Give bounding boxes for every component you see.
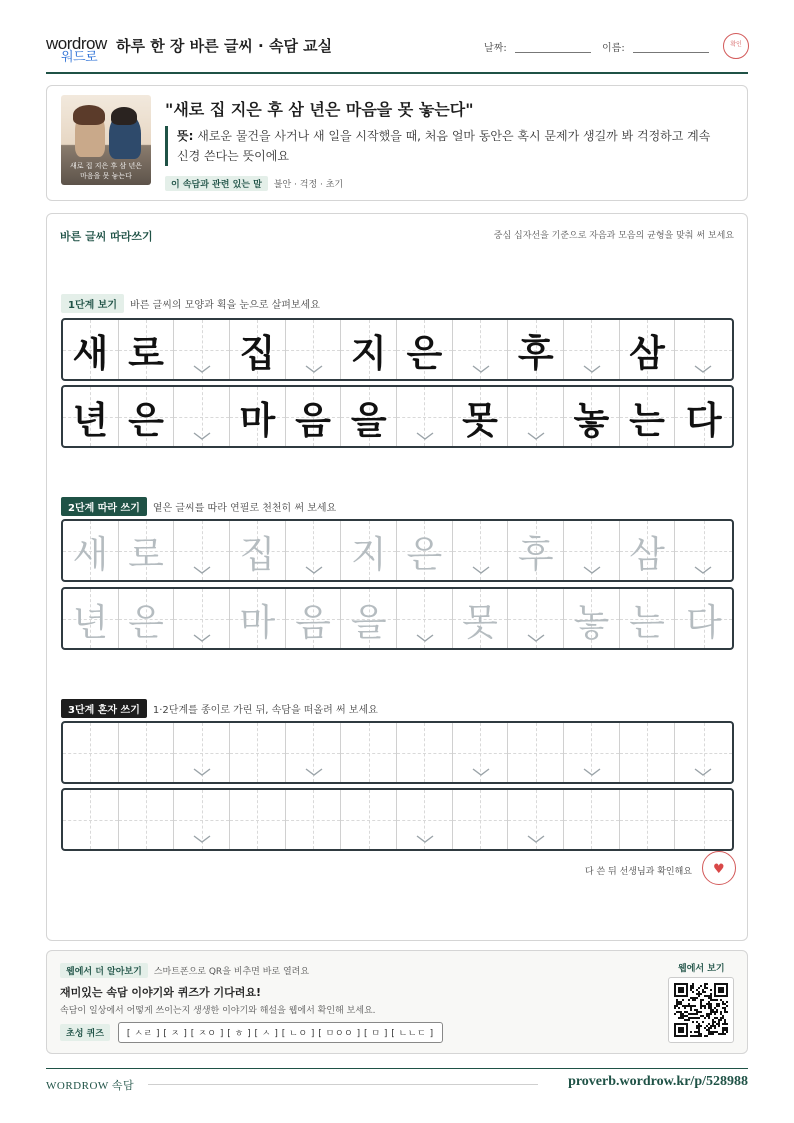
heart-stamp-icon: ♥ <box>702 851 736 885</box>
grid-cell[interactable] <box>564 589 620 648</box>
teacher-check-text: 다 쓴 뒤 선생님과 확인해요 <box>584 867 692 877</box>
proverb-meaning <box>165 126 725 166</box>
grid-cell[interactable] <box>63 521 119 580</box>
grid-cell <box>230 320 286 379</box>
meaning-text: 새로운 물건을 사거나 새 일을 시작했을 때, 처음 얼마 동안은 혹시 문제가 생길까 봐 걱정하고 계속 신경 쓴다는 뜻이에요 <box>177 129 711 163</box>
grid-character: 은 <box>128 398 164 442</box>
date-line[interactable] <box>515 52 591 53</box>
grid-character: 은 <box>406 331 443 375</box>
space-mark-icon <box>193 365 211 373</box>
space-mark-icon <box>193 634 211 642</box>
logo-sub-text: 워드로 <box>61 49 98 64</box>
grid-cell[interactable] <box>397 790 453 849</box>
footer-divider <box>46 1068 748 1069</box>
grid-cell[interactable] <box>620 790 676 849</box>
web-info-label: 웹에서 더 알아보기 스마트폰으로 QR을 비추면 바로 열려요 <box>60 963 309 978</box>
grid-cell[interactable] <box>508 521 564 580</box>
step-2-label: 2단계 따라 쓰기 옅은 글씨를 따라 연필로 천천히 써 보세요 <box>61 497 336 516</box>
grid-character: 다 <box>685 600 722 644</box>
grid-cell[interactable] <box>508 589 564 648</box>
grid-character: 은 <box>128 600 164 644</box>
grid-cell <box>63 320 119 379</box>
grid-cell <box>230 387 286 446</box>
grid-cell[interactable] <box>341 521 397 580</box>
grid-character: 마 <box>239 600 276 644</box>
grid-row <box>61 385 734 448</box>
grid-character: 후 <box>517 532 554 576</box>
grid-cell[interactable] <box>453 790 509 849</box>
grid-character: 로 <box>128 331 164 375</box>
grid-cell[interactable] <box>675 723 732 782</box>
grid-cell <box>119 320 175 379</box>
grid-character: 음 <box>295 600 331 644</box>
grid-cell[interactable] <box>341 589 397 648</box>
grid-cell <box>397 387 453 446</box>
grid-cell[interactable] <box>564 521 620 580</box>
grid-cell[interactable] <box>119 521 175 580</box>
proverb-card <box>46 85 748 201</box>
grid-cell <box>564 387 620 446</box>
grid-cell <box>286 387 342 446</box>
grid-row[interactable] <box>61 587 734 650</box>
web-info-box <box>46 950 748 1054</box>
grid-cell[interactable] <box>620 589 676 648</box>
space-mark-icon <box>193 432 211 440</box>
footer-rule <box>148 1084 538 1085</box>
proverb-title: "새로 집 지은 후 삼 년은 마음을 못 놓는다" <box>165 100 474 119</box>
grid-cell[interactable] <box>230 521 286 580</box>
grid-cell <box>174 387 230 446</box>
grid-cell[interactable] <box>397 589 453 648</box>
grid-character: 놓 <box>573 600 610 644</box>
space-mark-icon <box>416 432 434 440</box>
practice-section <box>46 213 748 941</box>
space-mark-icon <box>193 835 211 843</box>
quiz-label: 초성 퀴즈 <box>60 1024 110 1041</box>
date-label: 날짜: <box>484 43 507 54</box>
web-info-desc: 속담이 일상에서 어떻게 쓰이는지 생생한 이야기와 해설을 웹에서 확인해 보세요. <box>60 1006 376 1016</box>
related-label: 이 속담과 관련 있는 말 <box>165 176 268 191</box>
grid-cell[interactable] <box>675 521 732 580</box>
grid-character: 못 <box>462 398 498 442</box>
space-mark-icon <box>193 768 211 776</box>
page-header <box>46 30 748 74</box>
grid-cell[interactable] <box>230 790 286 849</box>
related-words <box>165 176 343 191</box>
step-3-label: 3단계 혼자 쓰기 1·2단계를 종이로 가린 뒤, 속담을 떠올려 써 보세요 <box>61 699 378 718</box>
web-info-headline: 재미있는 속담 이야기와 퀴즈가 기다려요! <box>60 986 261 999</box>
grid-character: 는 <box>629 398 665 442</box>
grid-cell[interactable] <box>174 723 230 782</box>
grid-cell[interactable] <box>119 790 175 849</box>
grid-cell[interactable] <box>341 790 397 849</box>
grid-cell[interactable] <box>453 521 509 580</box>
grid-cell <box>675 387 732 446</box>
grid-cell[interactable] <box>620 521 676 580</box>
grid-cell[interactable] <box>174 521 230 580</box>
grid-character: 삼 <box>629 331 665 375</box>
grid-character: 후 <box>517 331 554 375</box>
related-words-text: 불안 · 걱정 · 초기 <box>273 180 344 190</box>
grid-character: 로 <box>128 532 164 576</box>
step-1-label: 1단계 보기 바른 글씨의 모양과 획을 눈으로 살펴보세요 <box>61 294 320 313</box>
space-mark-icon <box>416 634 434 642</box>
space-mark-icon <box>583 365 601 373</box>
grid-cell[interactable] <box>397 521 453 580</box>
footer-url[interactable]: proverb.wordrow.kr/p/528988 <box>568 1074 748 1089</box>
grid-cell <box>286 320 342 379</box>
grid-cell[interactable] <box>174 589 230 648</box>
grid-character: 지 <box>350 532 387 576</box>
grid-character: 음 <box>295 398 331 442</box>
grid-character: 을 <box>350 600 387 644</box>
space-mark-icon <box>583 768 601 776</box>
space-mark-icon <box>472 768 490 776</box>
grid-cell <box>620 387 676 446</box>
grid-character: 못 <box>462 600 498 644</box>
grid-cell <box>508 387 564 446</box>
grid-cell <box>119 387 175 446</box>
proverb-illustration <box>61 95 151 185</box>
grid-cell[interactable] <box>508 723 564 782</box>
grid-cell[interactable] <box>508 790 564 849</box>
check-stamp-icon <box>723 33 749 59</box>
space-mark-icon <box>694 365 712 373</box>
space-mark-icon <box>472 566 490 574</box>
grid-cell <box>397 320 453 379</box>
grid-cell[interactable] <box>564 790 620 849</box>
grid-character: 년 <box>72 600 109 644</box>
grid-cell[interactable] <box>230 589 286 648</box>
wordrow-logo <box>46 34 107 64</box>
page-title: 하루 한 장 바른 글씨 · 속담 교실 <box>116 37 333 55</box>
grid-character: 을 <box>350 398 387 442</box>
grid-cell[interactable] <box>63 790 119 849</box>
space-mark-icon <box>694 768 712 776</box>
grid-cell[interactable] <box>119 589 175 648</box>
grid-cell[interactable] <box>286 589 342 648</box>
grid-character: 마 <box>239 398 276 442</box>
grid-character: 집 <box>239 532 276 576</box>
stamp-text: 확인 <box>730 41 742 48</box>
grid-cell <box>508 320 564 379</box>
grid-cell[interactable] <box>286 521 342 580</box>
grid-cell[interactable] <box>620 723 676 782</box>
qr-label: 웹에서 보기 <box>678 964 725 974</box>
grid-cell[interactable] <box>286 723 342 782</box>
grid-cell <box>341 320 397 379</box>
name-label: 이름: <box>602 43 625 54</box>
grid-row[interactable] <box>61 519 734 582</box>
qr-code[interactable] <box>668 977 734 1043</box>
grid-cell[interactable] <box>675 589 732 648</box>
grid-cell[interactable] <box>675 790 732 849</box>
grid-cell[interactable] <box>341 723 397 782</box>
grid-character: 다 <box>685 398 722 442</box>
grid-cell <box>620 320 676 379</box>
practice-title: 바른 글씨 따라쓰기 <box>60 230 153 243</box>
meaning-label: 뜻: <box>177 129 194 143</box>
grid-cell[interactable] <box>453 723 509 782</box>
grid-character: 은 <box>406 532 443 576</box>
space-mark-icon <box>527 634 545 642</box>
space-mark-icon <box>583 566 601 574</box>
grid-cell[interactable] <box>63 723 119 782</box>
grid-cell <box>453 320 509 379</box>
name-field[interactable] <box>602 39 709 54</box>
grid-cell[interactable] <box>119 723 175 782</box>
footer-brand: WORDROW 속담 <box>46 1080 135 1092</box>
grid-cell <box>453 387 509 446</box>
space-mark-icon <box>305 768 323 776</box>
space-mark-icon <box>416 835 434 843</box>
space-mark-icon <box>305 365 323 373</box>
grid-character: 집 <box>239 331 276 375</box>
grid-cell[interactable] <box>564 723 620 782</box>
space-mark-icon <box>527 835 545 843</box>
grid-cell[interactable] <box>63 589 119 648</box>
grid-cell <box>675 320 732 379</box>
qr-code-icon <box>674 983 728 1037</box>
grid-cell <box>63 387 119 446</box>
space-mark-icon <box>694 566 712 574</box>
grid-character: 새 <box>72 532 109 576</box>
grid-cell[interactable] <box>286 790 342 849</box>
illustration-caption: 새로 집 지은 후 삼 년은 마음을 못 놓는다 <box>70 162 142 180</box>
space-mark-icon <box>472 365 490 373</box>
initial-sound-quiz <box>60 1022 443 1043</box>
grid-cell <box>564 320 620 379</box>
grid-cell[interactable] <box>230 723 286 782</box>
logo-text: wordrow <box>46 34 107 53</box>
quiz-value: [ ㅅㄹ ] [ ㅈ ] [ ㅈㅇ ] [ ㅎ ] [ ㅅ ] [ ㄴㅇ ] [ ㅁㅇㅇ ] [ ㅁ ] [ ㄴㄴㄷ ] <box>118 1022 443 1043</box>
grid-character: 새 <box>72 331 109 375</box>
space-mark-icon <box>305 566 323 574</box>
grid-cell[interactable] <box>397 723 453 782</box>
grid-row[interactable] <box>61 721 734 784</box>
grid-character: 지 <box>350 331 387 375</box>
space-mark-icon <box>193 566 211 574</box>
grid-cell <box>341 387 397 446</box>
grid-character: 놓 <box>573 398 610 442</box>
practice-hint: 중심 십자선을 기준으로 자음과 모음의 균형을 맞춰 써 보세요 <box>493 231 734 241</box>
grid-row <box>61 318 734 381</box>
grid-cell[interactable] <box>174 790 230 849</box>
grid-cell <box>174 320 230 379</box>
date-field[interactable] <box>484 39 591 54</box>
grid-character: 삼 <box>629 532 665 576</box>
grid-character: 는 <box>629 600 665 644</box>
grid-row[interactable] <box>61 788 734 851</box>
space-mark-icon <box>527 432 545 440</box>
name-line[interactable] <box>633 52 709 53</box>
grid-character: 년 <box>72 398 109 442</box>
grid-cell[interactable] <box>453 589 509 648</box>
